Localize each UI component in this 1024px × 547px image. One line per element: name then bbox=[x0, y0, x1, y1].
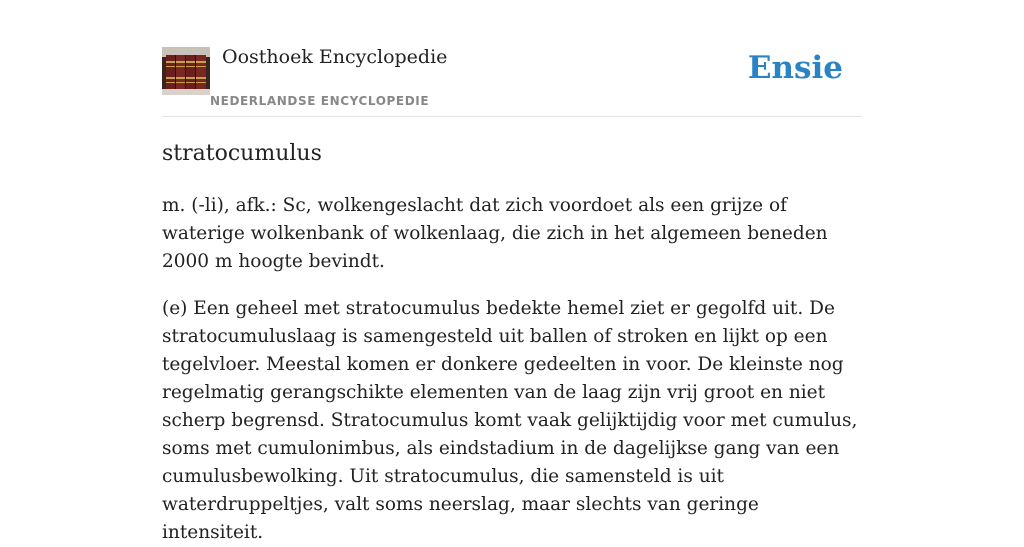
encyclopedia-books-icon bbox=[162, 47, 210, 95]
site-avatar[interactable] bbox=[162, 47, 210, 95]
site-subtitle: NEDERLANDSE ENCYCLOPEDIE bbox=[210, 94, 430, 108]
site-header bbox=[162, 0, 862, 117]
article-paragraph-1: m. (-li), afk.: Sc, wolkengeslacht dat zich voordoet als een grijze of waterige wolkenbank of wolkenlaag, die zich in het algemeen beneden 2000 m hoogte bevindt. bbox=[162, 195, 828, 272]
site-title[interactable]: Oosthoek Encyclopedie bbox=[222, 46, 448, 68]
brand-logo[interactable]: Ensie bbox=[747, 50, 843, 86]
article-title: stratocumulus bbox=[162, 141, 322, 166]
article bbox=[162, 138, 862, 547]
article-paragraph-2: (e) Een geheel met stratocumulus bedekte hemel ziet er gegolfd uit. De stratocumuluslaag is samengesteld uit ballen of stroken en lijkt op een tegelvloer. Meestal komen er donkere gedeelten in voor. De kleinste nog regelmatig gerangschikte elementen van de laag zijn vrij groot en niet scherp begrensd. Stratocumulus komt vaak gelijktijdig voor met cumulus, soms met cumulonimbus, als eindstadium in de dagelijkse gang van een cumulusbewolking. Uit stratocumulus, die samensteld is uit waterdruppeltjes, valt soms neerslag, maar slechts van geringe intensiteit. bbox=[162, 298, 858, 543]
